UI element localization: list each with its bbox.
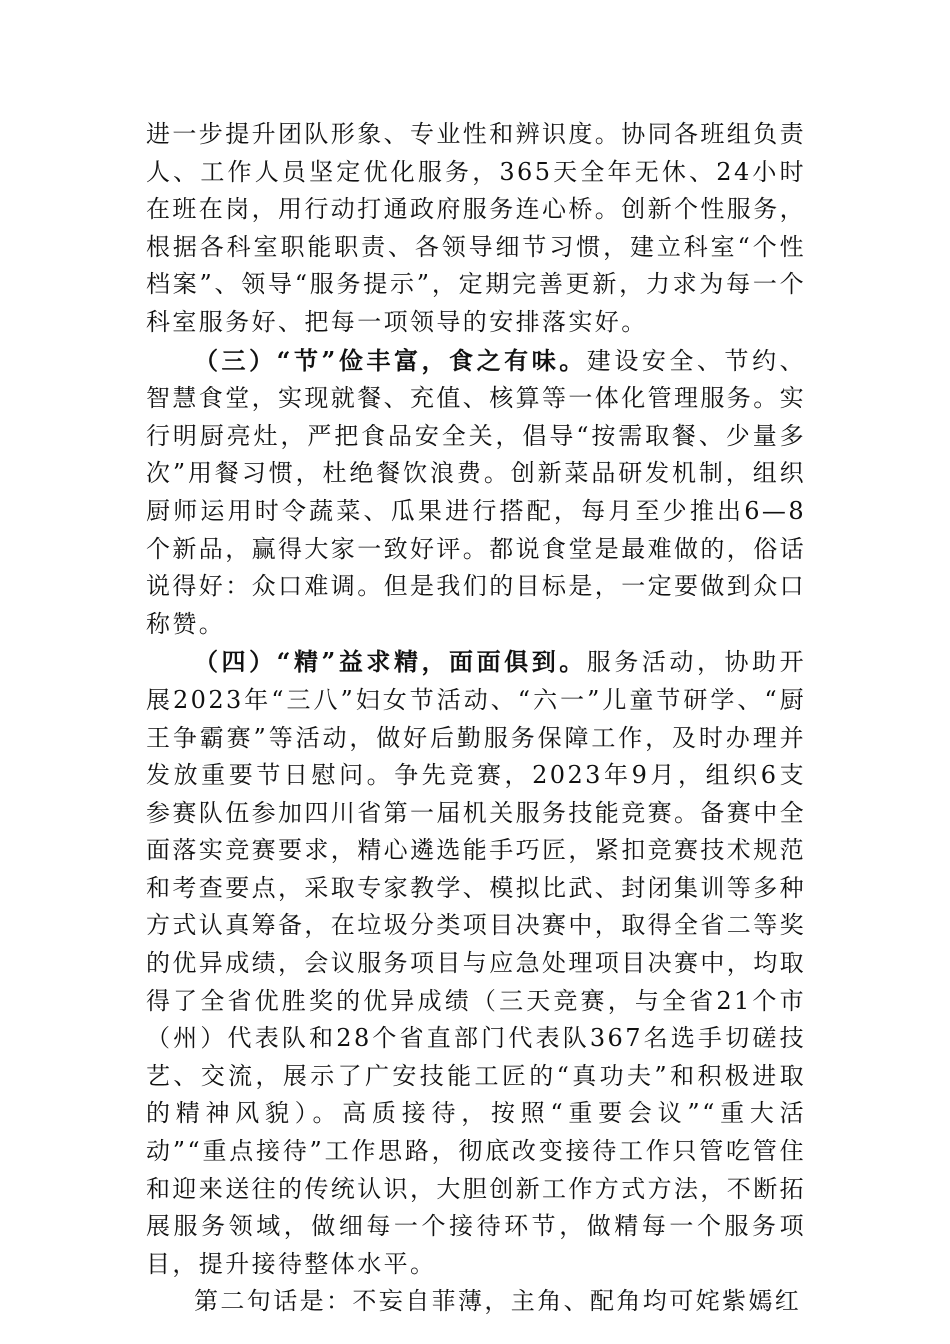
paragraph-excellence-body: 服务活动，协助开展2023年“三八”妇女节活动、“六一”儿童节研学、“厨王争霸赛”等活动，做好后勤服务保障工作，及时办理并发放重要节日慰问。争先竞赛，2023年9月，组织6支参赛队伍参加四川省第一届机关服务技能竞赛。备赛中全面落实竞赛要求，精心遴选能手巧匠，紧扣竞赛技术规范和考查要点，采取专家教学、模拟比武、封闭集训等多种方式认真筹备，在垃圾分类项目决赛中，取得全省二等奖的优异成绩，会议服务项目与应急处理项目决赛中，均取得了全省优胜奖的优异成绩（三天竞赛，与全省21个市（州）代表队和28个省直部门代表队367名选手切磋技艺、交流，展示了广安技能工匠的“真功夫”和积极进取的精神风貌）。高质接待，按照“重要会议”“重大活动”“重点接待”工作思路，彻底改变接待工作只管吃管住和迎来送往的传统认识，大胆创新工作方式方法，不断拓展服务领域，做细每一个接待环节，做精每一个服务项目，提升接待整体水平。 (146, 648, 807, 1278)
paragraph-canteen-body: 建设安全、节约、智慧食堂，实现就餐、充值、核算等一体化管理服务。实行明厨亮灶，严把食品安全关，倡导“按需取餐、少量多次”用餐习惯，杜绝餐饮浪费。创新菜品研发机制，组织厨师运用时令蔬菜、瓜果进行搭配，每月至少推出6—8个新品，赢得大家一致好评。都说食堂是最难做的，俗话说得好：众口难调。但是我们的目标是，一定要做到众口称赞。 (146, 346, 807, 638)
paragraph-second-point: 第二句话是：不妄自菲薄，主角、配角均可姹紫嫣红 (194, 1287, 802, 1316)
section-heading-canteen: （三）“节”俭丰富，食之有味。 (194, 345, 587, 375)
paragraph-excellence (146, 643, 806, 1283)
paragraph-canteen (146, 342, 806, 644)
document-body (146, 116, 806, 1321)
section-heading-excellence: （四）“精”益求精，面面俱到。 (194, 647, 587, 677)
paragraph-service-team: 进一步提升团队形象、专业性和辨识度。协同各班组负责人、工作人员坚定优化服务，365天全年无休、24小时在班在岗，用行动打通政府服务连心桥。创新个性服务，根据各科室职能职责、各领导细节习惯，建立科室“个性档案”、领导“服务提示”，定期完善更新，力求为每一个科室服务好、把每一项领导的安排落实好。 (146, 120, 806, 336)
